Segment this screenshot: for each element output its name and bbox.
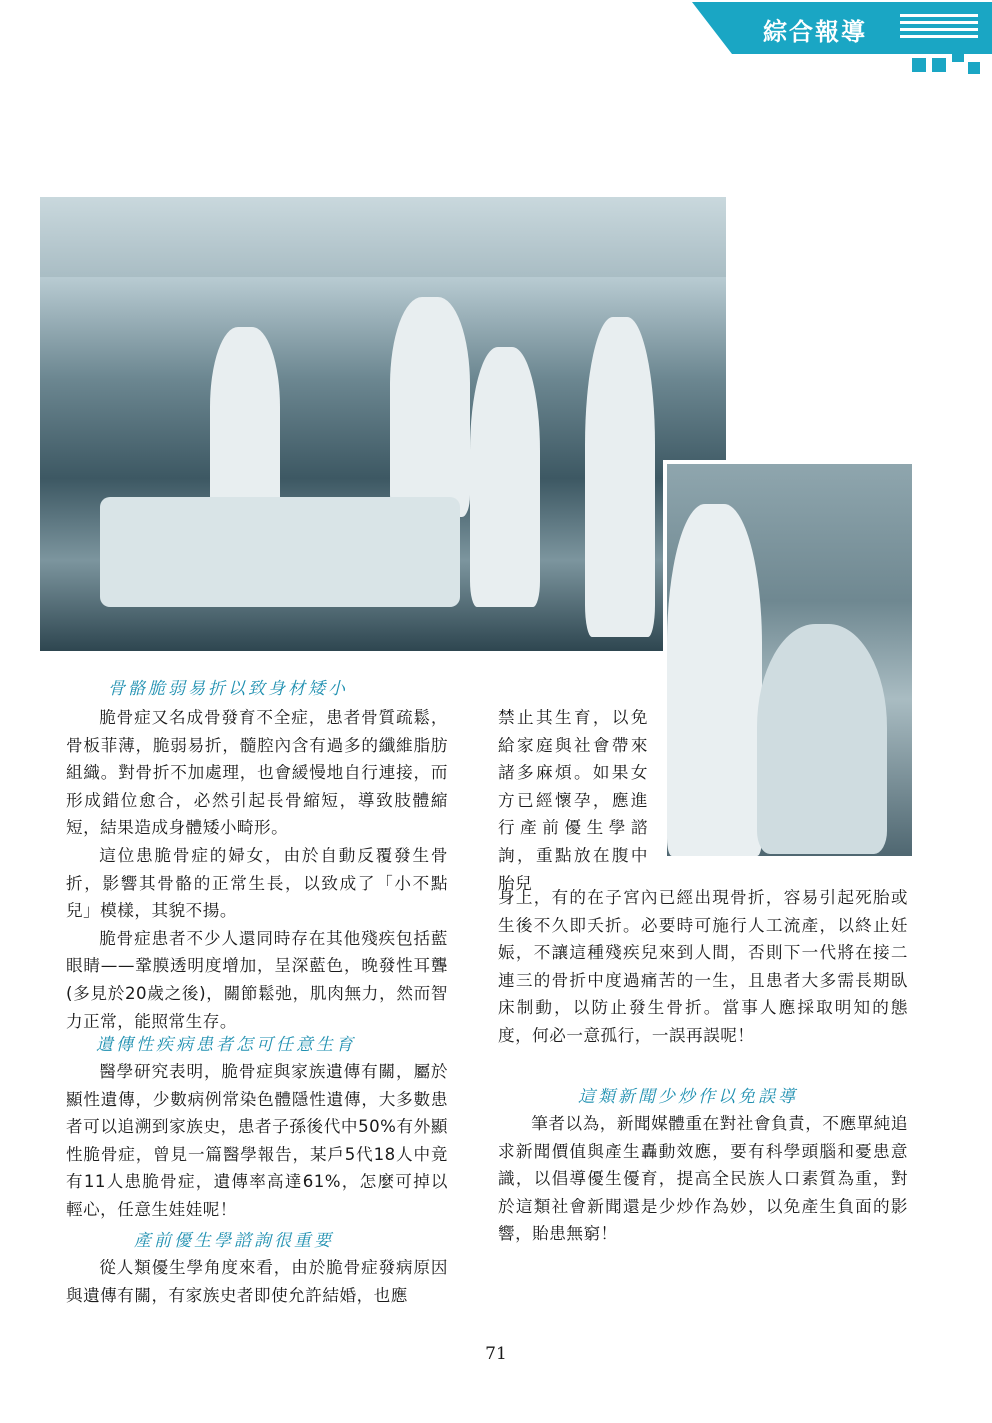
decor-square-icon <box>952 50 964 62</box>
paragraph: 禁止其生育，以免給家庭與社會帶來諸多麻煩。如果女方已經懷孕，應進行產前優生學諮詢，重點放在腹中胎兒 <box>498 708 648 893</box>
article-text-block <box>66 704 448 1035</box>
decor-square-icon <box>912 58 926 72</box>
section-title: 綜合報導 <box>763 18 867 46</box>
article-text-block <box>66 1058 448 1224</box>
paragraph: 從人類優生學角度來看，由於脆骨症發病原因與遺傳有關，有家族史者即使允許結婚，也應 <box>66 1258 448 1305</box>
section-heading-hereditary: 遺傳性疾病患者怎可任意生育 <box>96 1035 356 1055</box>
paragraph: 脆骨症又名成骨發育不全症，患者骨質疏鬆，骨板菲薄，脆弱易折，髓腔內含有過多的纖維脂肪組織。對骨折不加處理，也會緩慢地自行連接，而形成錯位愈合，必然引起長骨縮短，導致肢體縮短，結果造成身體矮小畸形。 <box>66 708 448 838</box>
section-heading-media: 這類新聞少炒作以免誤導 <box>578 1087 798 1107</box>
doctor-and-patient-photo <box>663 460 912 856</box>
article-text-block <box>498 884 908 1050</box>
paragraph: 筆者以為，新聞媒體重在對社會負責，不應單純追求新聞價值與產生轟動效應，要有科學頭腦和憂患意識，以倡導優生優育，提高全民族人口素質為重，對於這類社會新聞還是少炒作為妙，以免產生負面的影響，貽患無窮！ <box>498 1114 908 1244</box>
article-text-block <box>498 1110 908 1248</box>
paragraph: 脆骨症患者不少人還同時存在其他殘疾包括藍眼睛——鞏膜透明度增加，呈深藍色，晚發性耳聾(多見於20歲之後)，關節鬆弛，肌肉無力，然而智力正常，能照常生存。 <box>66 928 448 1031</box>
paragraph: 身上，有的在子宮內已經出現骨折，容易引起死胎或生後不久即夭折。必要時可施行人工流產，以終止妊娠，不讓這種殘疾兒來到人間，否則下一代將在接二連三的骨折中度過痛苦的一生，且患者大多需長期臥床制動，以防止發生骨折。當事人應採取明知的態度，何必一意孤行，一誤再誤呢！ <box>498 888 908 1045</box>
page-number: 71 <box>485 1344 507 1364</box>
header-stripes-icon <box>900 14 978 42</box>
hospital-ward-photo <box>40 197 726 651</box>
decor-square-icon <box>932 58 946 72</box>
section-heading-brittle-bones: 骨骼脆弱易折以致身材矮小 <box>108 679 348 699</box>
paragraph: 這位患脆骨症的婦女，由於自動反覆發生骨折，影響其骨骼的正常生長，以致成了「小不點兒」模樣，其貌不揚。 <box>66 845 448 921</box>
paragraph: 醫學研究表明，脆骨症與家族遺傳有關，屬於顯性遺傳，少數病例常染色體隱性遺傳，大多數患者可以追溯到家族史，患者子孫後代中50%有外顯性脆骨症，曾見一篇醫學報告，某戶5代18人中竟有11人患脆骨症，遺傳率高達61%，怎麼可掉以輕心，任意生娃娃呢！ <box>66 1062 448 1219</box>
article-text-block <box>66 1254 448 1309</box>
decor-square-icon <box>968 62 980 74</box>
section-heading-prenatal: 產前優生學諮詢很重要 <box>134 1231 334 1251</box>
article-text-block-narrow <box>498 704 648 897</box>
section-header-tab <box>692 0 992 70</box>
